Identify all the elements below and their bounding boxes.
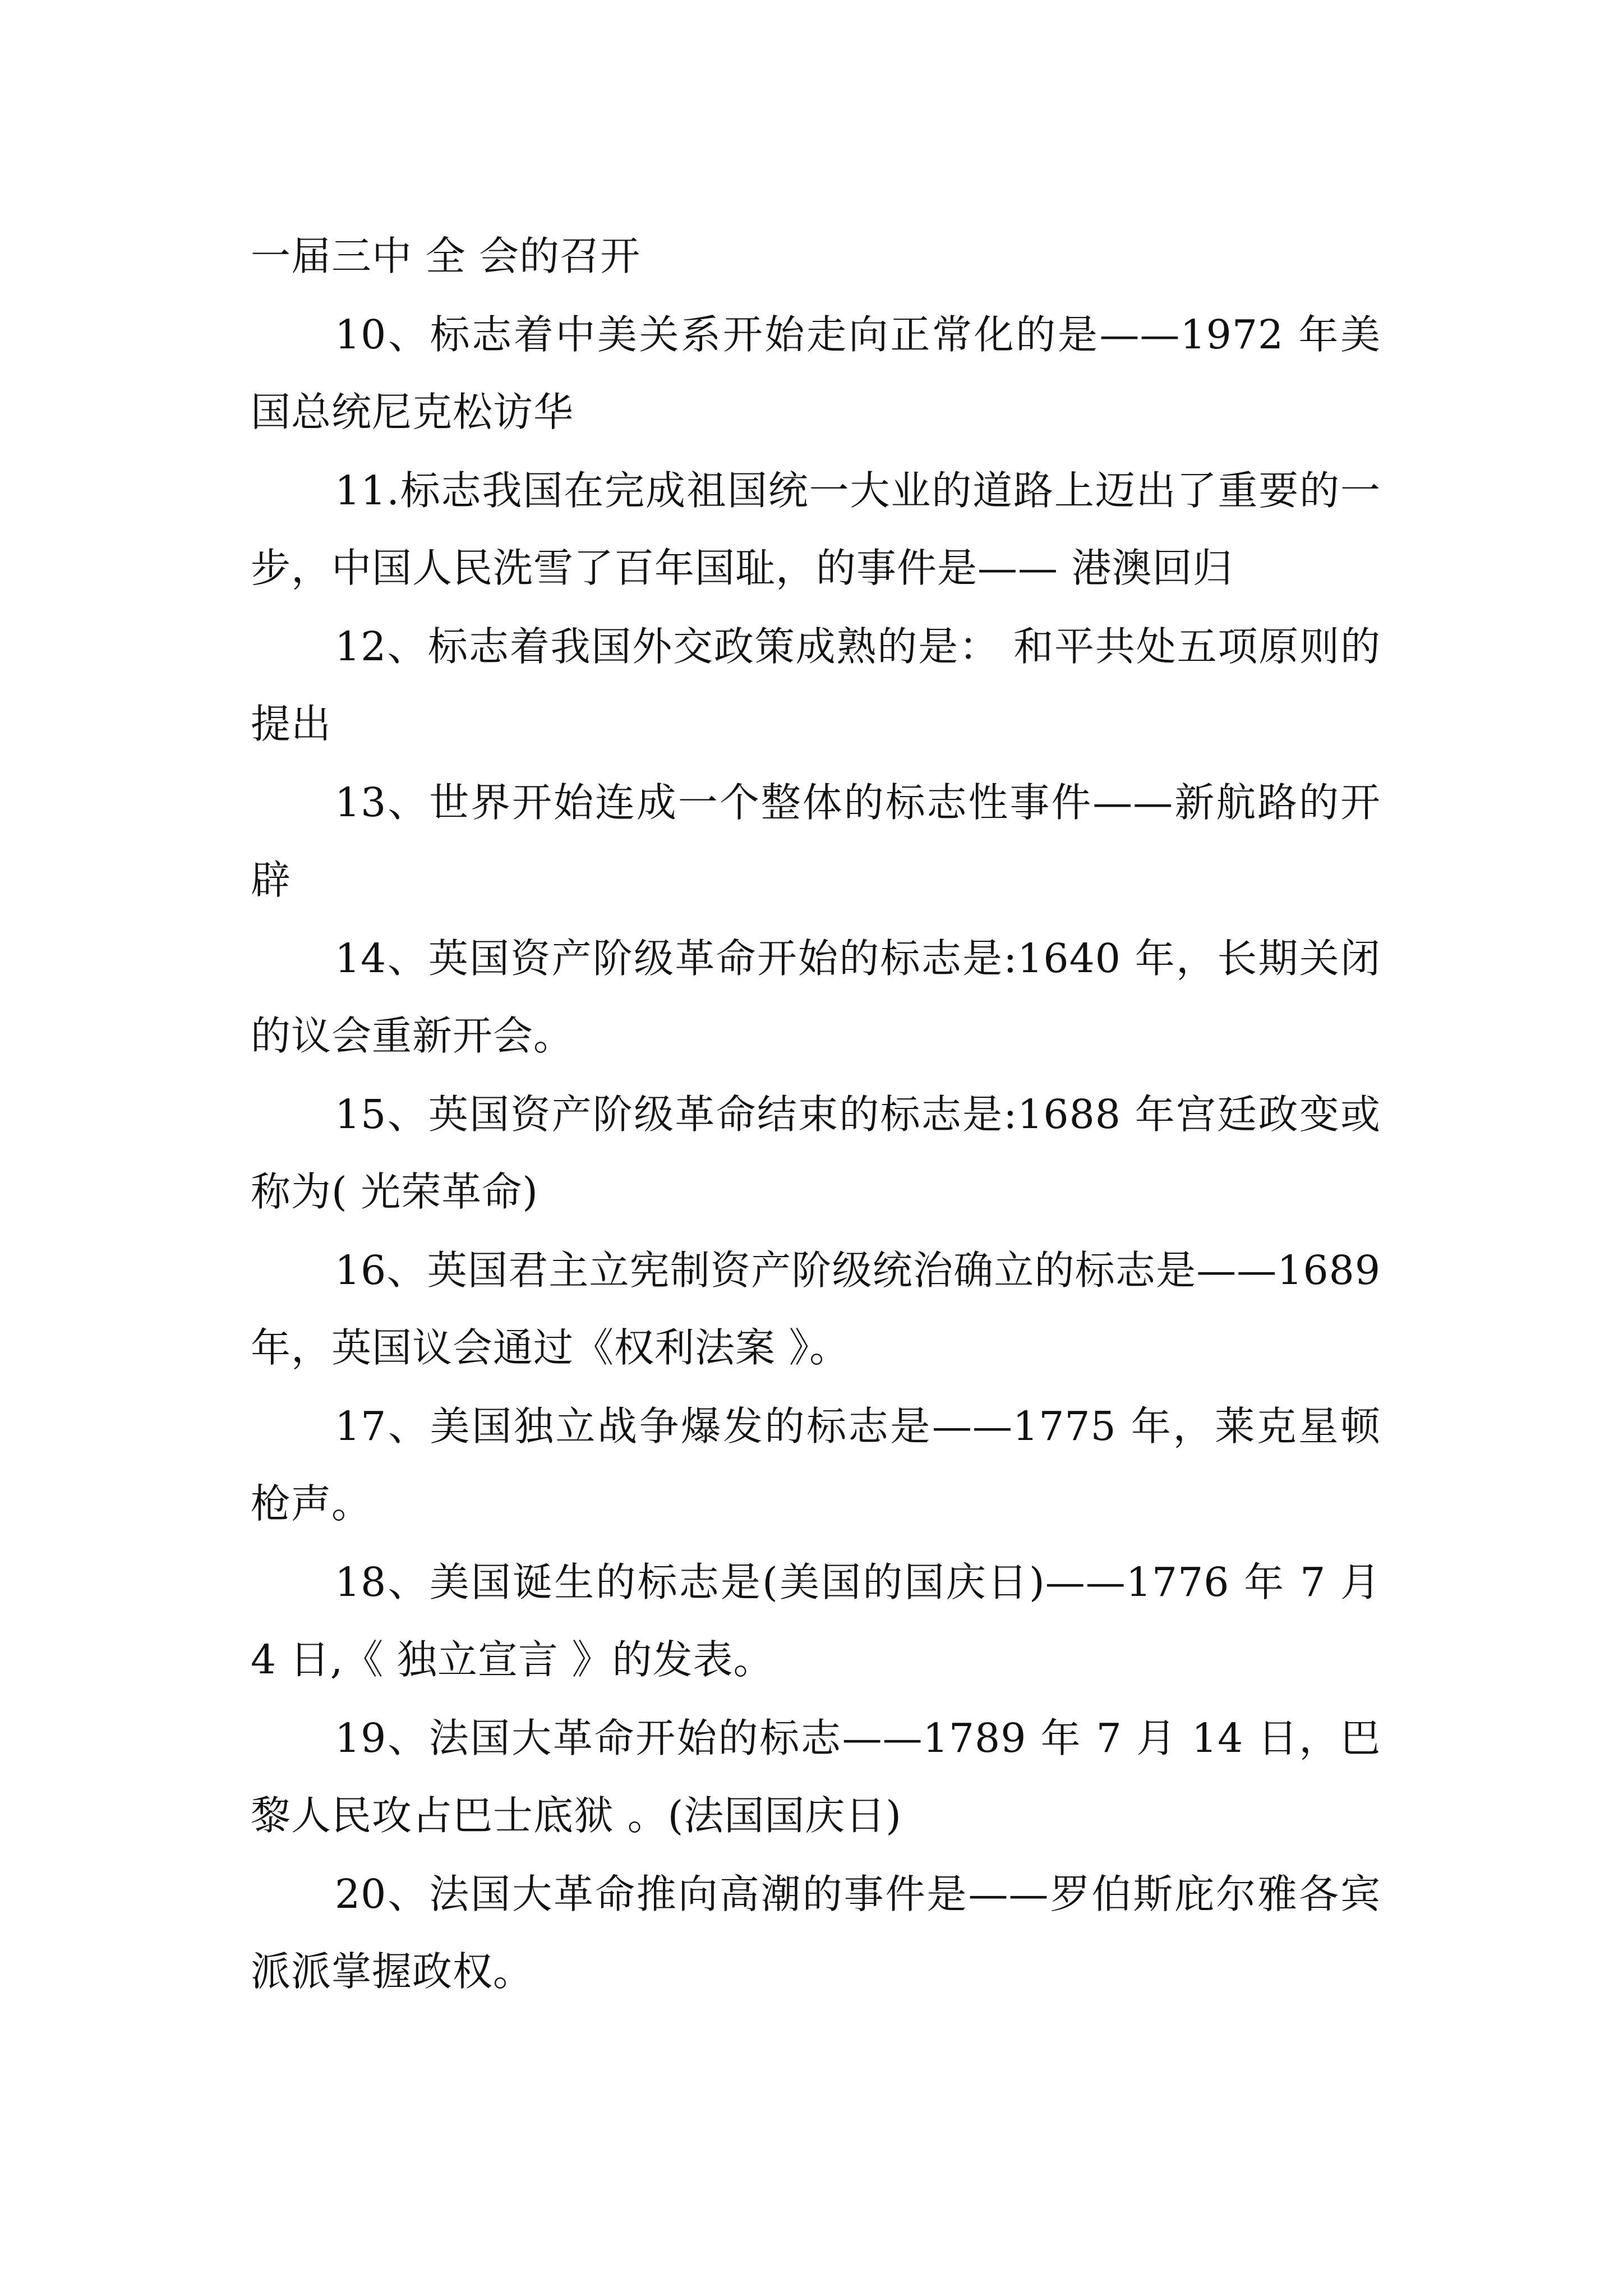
paragraph-item-12: 12、标志着我国外交政策成熟的是： 和平共处五项原则的提出	[251, 623, 1381, 747]
paragraph-item-20: 20、法国大革命推向高潮的事件是——罗伯斯庇尔雅各宾派派掌握政权。	[251, 1871, 1381, 1995]
paragraph-item-13: 13、世界开始连成一个整体的标志性事件——新航路的开辟	[251, 779, 1381, 903]
paragraph-item-15: 15、英国资产阶级革命结束的标志是:1688 年宫廷政变或称为( 光荣革命)	[251, 1091, 1381, 1215]
paragraph-continuation: 一届三中 全 会的召开	[251, 233, 641, 279]
document-body	[251, 218, 1381, 2012]
paragraph-item-17: 17、美国独立战争爆发的标志是——1775 年，莱克星顿枪声。	[251, 1403, 1381, 1527]
paragraph-item-10: 10、标志着中美关系开始走向正常化的是——1972 年美国总统尼克松访华	[251, 311, 1381, 435]
paragraph-item-11: 11.标志我国在完成祖国统一大业的道路上迈出了重要的一步，中国人民洗雪了百年国耻，的事件是—— 港澳回归	[251, 467, 1381, 591]
paragraph-item-19: 19、法国大革命开始的标志——1789 年 7 月 14 日，巴黎人民攻占巴士底狱 。(法国国庆日)	[251, 1715, 1381, 1839]
paragraph-item-16: 16、英国君主立宪制资产阶级统治确立的标志是——1689 年，英国议会通过《权利法案 》。	[251, 1247, 1381, 1371]
paragraph-item-14: 14、英国资产阶级革命开始的标志是:1640 年，长期关闭的议会重新开会。	[251, 935, 1381, 1059]
paragraph-item-18: 18、美国诞生的标志是(美国的国庆日)——1776 年 7 月 4 日,《 独立宣言 》的发表。	[251, 1559, 1381, 1683]
